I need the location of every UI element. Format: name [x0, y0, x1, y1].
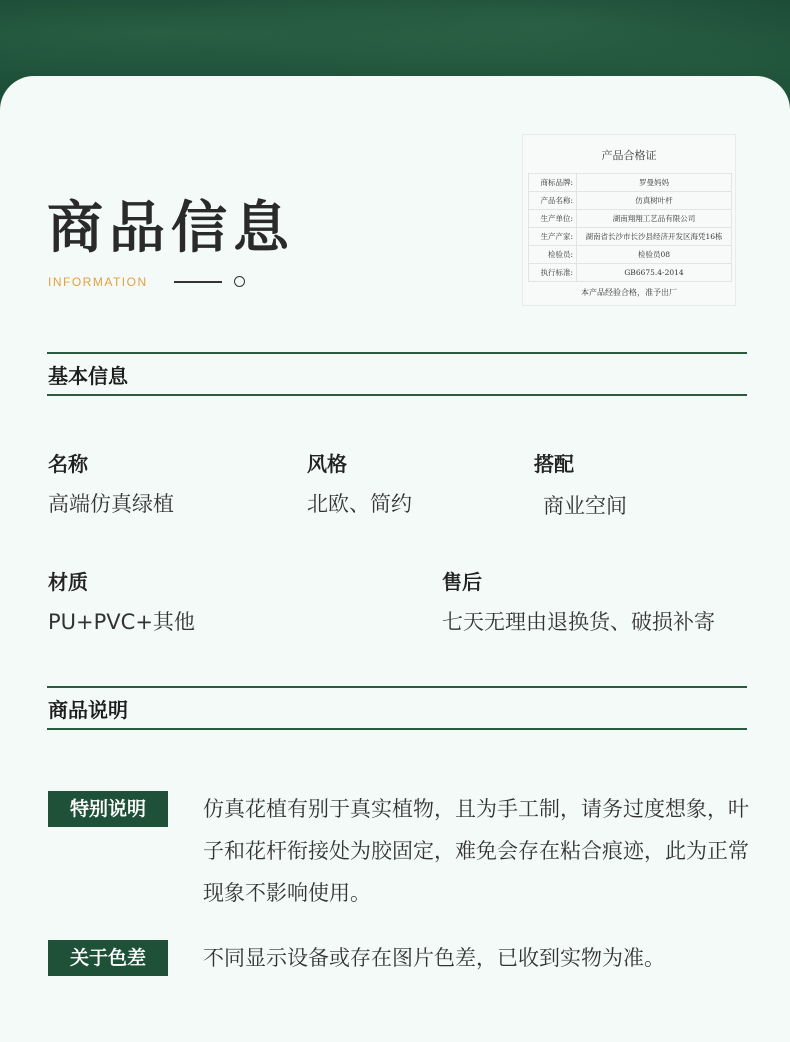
material-value: PU+PVC+其他: [48, 610, 195, 634]
section-divider-top: [47, 686, 747, 688]
basic-info-heading: 基本信息: [48, 364, 128, 388]
section-divider-top: [47, 352, 747, 354]
color-difference-tag: 关于色差: [48, 940, 168, 976]
certificate-footer: 本产品经验合格，准予出厂: [581, 288, 677, 297]
table-row: [529, 210, 732, 228]
certificate-value: 湖南翔翔工艺品有限公司: [577, 210, 732, 228]
page-subtitle: INFORMATION: [48, 275, 148, 289]
certificate-value: 检验员08: [577, 246, 732, 264]
special-note-tag: 特别说明: [48, 791, 168, 827]
subtitle-divider: [174, 281, 222, 283]
name-label: 名称: [48, 452, 88, 476]
certificate-key: 生产产家:: [529, 228, 577, 246]
certificate-key: 执行标准:: [529, 264, 577, 282]
certificate-key: 生产单位:: [529, 210, 577, 228]
certificate-key: 检验员:: [529, 246, 577, 264]
certificate-key: 商标品牌:: [529, 174, 577, 192]
table-row: [529, 264, 732, 282]
certificate-key: 产品名称:: [529, 192, 577, 210]
certificate-title: 产品合格证: [601, 149, 657, 162]
section-divider-bottom: [47, 728, 747, 730]
certificate-value: 仿真树叶杆: [577, 192, 732, 210]
certificate-table: [528, 173, 732, 282]
special-note-text: 仿真花植有别于真实植物，且为手工制，请务过度想象，叶子和花杆衔接处为胶固定，难免会存在粘合痕迹，此为正常现象不影响使用。: [203, 797, 749, 905]
product-certificate: [522, 134, 736, 306]
table-row: [529, 174, 732, 192]
aftersale-value: 七天无理由退换货、破损补寄: [442, 610, 715, 634]
subtitle-circle-icon: [234, 276, 245, 287]
description-heading: 商品说明: [48, 698, 128, 722]
certificate-value: GB6675.4-2014: [577, 264, 732, 282]
certificate-value: 湖南省长沙市长沙县经济开发区海凭16栋: [577, 228, 732, 246]
material-label: 材质: [48, 570, 88, 594]
section-divider-bottom: [47, 394, 747, 396]
table-row: [529, 246, 732, 264]
match-label: 搭配: [534, 452, 574, 476]
table-row: [529, 192, 732, 210]
match-value: 商业空间: [543, 494, 627, 518]
name-value: 高端仿真绿植: [48, 492, 174, 516]
aftersale-label: 售后: [442, 570, 482, 594]
table-row: [529, 228, 732, 246]
certificate-value: 罗曼妈妈: [577, 174, 732, 192]
style-value: 北欧、简约: [307, 492, 412, 516]
style-label: 风格: [307, 452, 347, 476]
color-difference-text: 不同显示设备或存在图片色差，已收到实物为准。: [203, 946, 665, 970]
page-title: 商品信息: [47, 196, 295, 261]
